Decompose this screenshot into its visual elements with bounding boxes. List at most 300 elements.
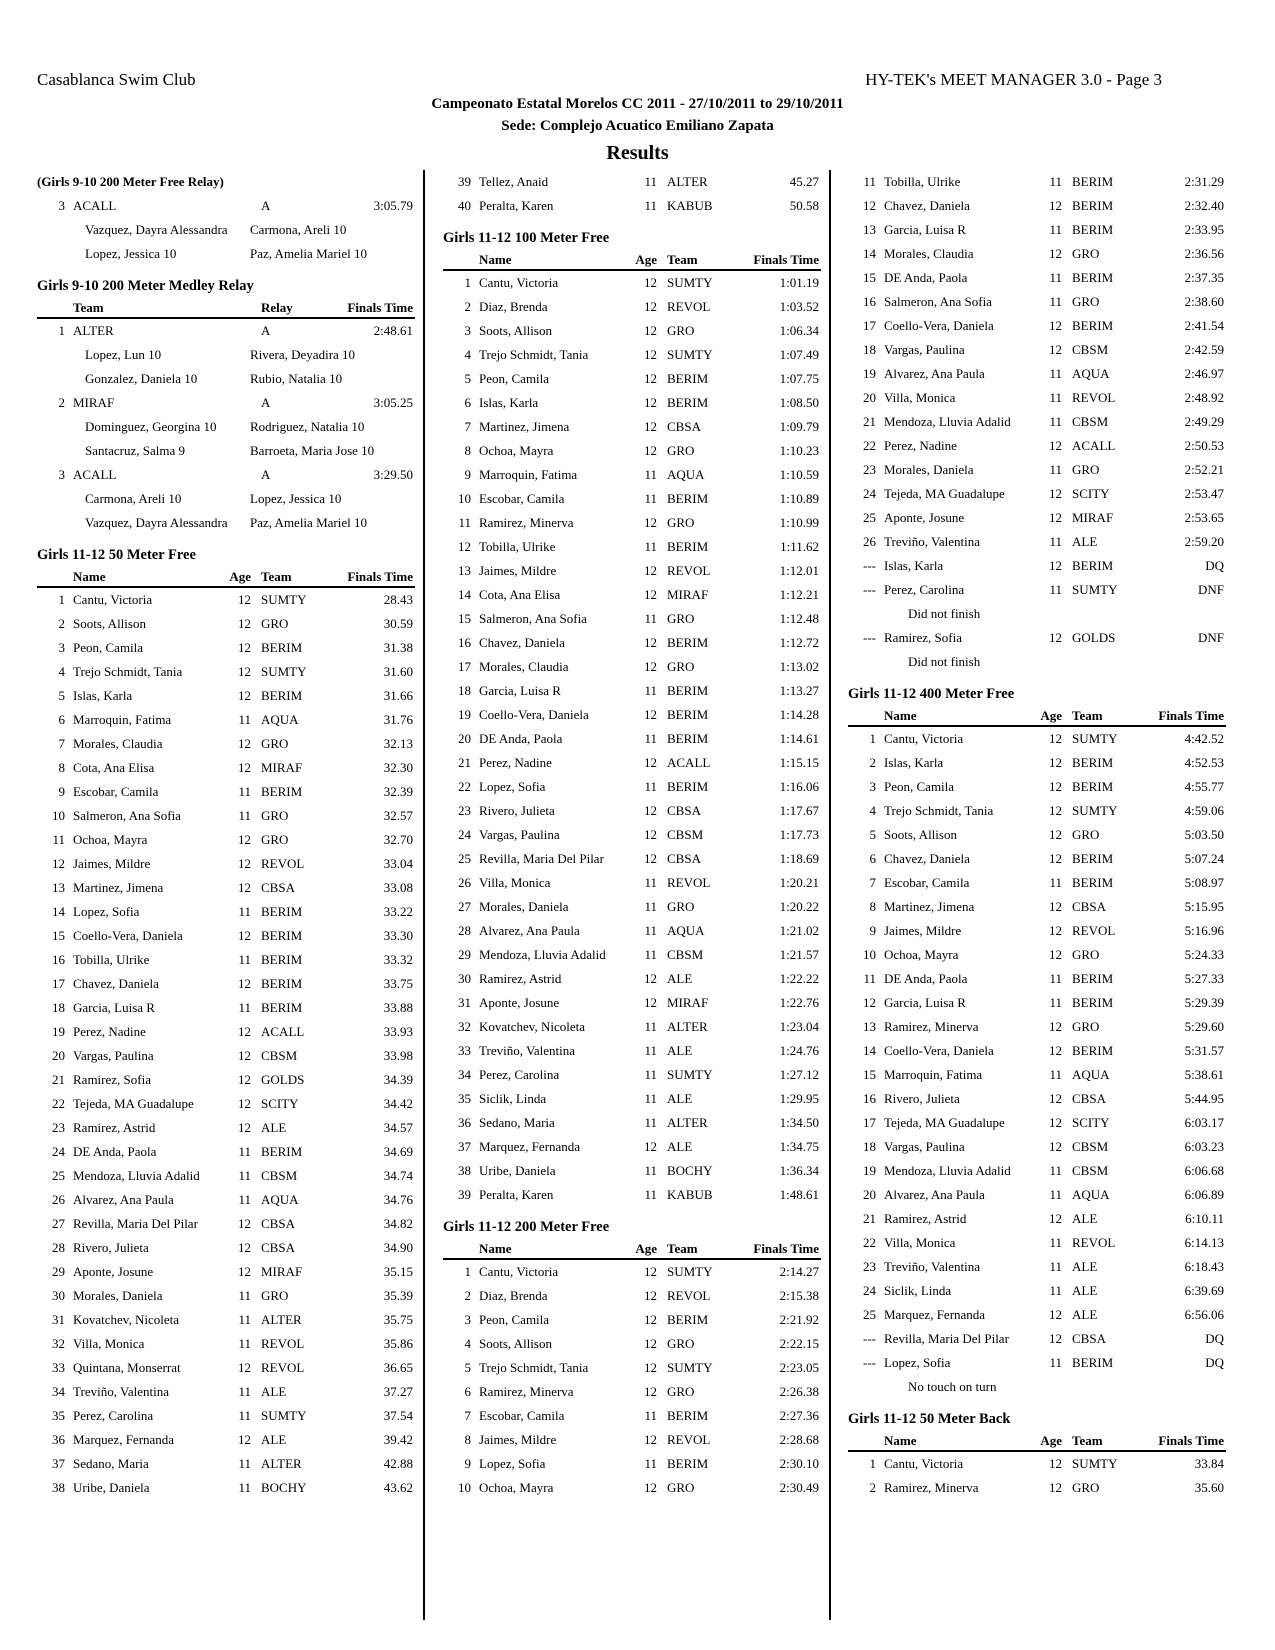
swimmer-name: Peralta, Karen <box>479 198 554 213</box>
team: CBSM <box>261 1048 298 1063</box>
team: BERIM <box>261 688 303 703</box>
finals-time: 1:01.19 <box>779 275 819 290</box>
swimmer-name: Chavez, Daniela <box>479 635 565 650</box>
swimmer-name: Perez, Carolina <box>73 1408 154 1423</box>
age: 11 <box>1049 995 1062 1010</box>
age: 12 <box>644 419 657 434</box>
place: 8 <box>464 1432 471 1447</box>
relay-swimmer: Lopez, Jessica 10 <box>250 491 342 506</box>
finals-time: 2:30.10 <box>779 1456 819 1471</box>
result-row <box>37 1476 415 1500</box>
header-place <box>37 567 73 586</box>
header-name: Name <box>479 252 512 267</box>
place: 26 <box>52 1192 65 1207</box>
swimmer-name: Cantu, Victoria <box>884 1456 964 1471</box>
swimmer-name: Garcia, Luisa R <box>884 222 966 237</box>
team: MIRAF <box>667 587 709 602</box>
team: MIRAF <box>667 995 709 1010</box>
swimmer-name: Marroquin, Fatima <box>479 467 578 482</box>
place: 37 <box>52 1456 65 1471</box>
age: 11 <box>238 1456 251 1471</box>
result-row <box>37 1452 415 1476</box>
finals-time: 2:14.27 <box>779 1264 819 1279</box>
place: 31 <box>52 1312 65 1327</box>
place: 40 <box>458 198 471 213</box>
finals-time: 1:07.49 <box>779 347 819 362</box>
result-note: Did not finish <box>908 606 981 621</box>
place: 4 <box>464 347 471 362</box>
place: 16 <box>52 952 65 967</box>
team: ALE <box>667 1091 693 1106</box>
swimmer-name: Lopez, Sofia <box>884 1355 951 1370</box>
swimmer-name: Alvarez, Ana Paula <box>73 1192 174 1207</box>
result-row <box>848 1231 1226 1255</box>
team: MIRAF <box>1072 510 1114 525</box>
team: BERIM <box>261 928 303 943</box>
header-finals-time: Finals Time <box>753 252 819 267</box>
place: 37 <box>458 1139 471 1154</box>
relay-team: ACALL <box>73 198 117 213</box>
team: SUMTY <box>1072 803 1118 818</box>
swimmer-name: Marroquin, Fatima <box>73 712 172 727</box>
finals-time: 34.42 <box>383 1096 413 1111</box>
place: 8 <box>869 899 876 914</box>
swimmer-name: Coello-Vera, Daniela <box>884 318 994 333</box>
swimmer-name: Diaz, Brenda <box>479 1288 548 1303</box>
finals-time: 5:31.57 <box>1184 1043 1224 1058</box>
finals-time: 1:14.61 <box>779 731 819 746</box>
team: BERIM <box>667 491 709 506</box>
finals-time: 42.88 <box>383 1456 413 1471</box>
header-name: Name <box>73 569 106 584</box>
place: 11 <box>863 174 876 189</box>
swimmer-name: Ochoa, Mayra <box>73 832 148 847</box>
place: 14 <box>458 587 471 602</box>
table-header <box>443 250 821 271</box>
place: 28 <box>458 923 471 938</box>
team: REVOL <box>1072 390 1116 405</box>
result-row <box>443 1087 821 1111</box>
result-row <box>848 314 1226 338</box>
swimmer-name: Soots, Allison <box>884 827 957 842</box>
team: REVOL <box>261 856 305 871</box>
age: 11 <box>238 1408 251 1423</box>
result-row <box>37 708 415 732</box>
place: 12 <box>863 995 876 1010</box>
swimmer-name: Ramirez, Astrid <box>479 971 562 986</box>
team: BERIM <box>261 1144 303 1159</box>
team: REVOL <box>667 563 711 578</box>
swimmer-name: Tejeda, MA Guadalupe <box>884 1115 1005 1130</box>
swimmer-name: Coello-Vera, Daniela <box>884 1043 994 1058</box>
age: 12 <box>238 736 251 751</box>
finals-time: DQ <box>1205 558 1224 573</box>
place: 26 <box>458 875 471 890</box>
result-row <box>443 170 821 194</box>
swimmer-name: Ramirez, Minerva <box>884 1019 979 1034</box>
team: GRO <box>1072 246 1100 261</box>
result-row <box>443 391 821 415</box>
finals-time: 5:08.97 <box>1184 875 1224 890</box>
team: REVOL <box>261 1360 305 1375</box>
team: BERIM <box>1072 174 1114 189</box>
team: BERIM <box>667 635 709 650</box>
swimmer-name: Kovatchev, Nicoleta <box>73 1312 179 1327</box>
age: 11 <box>644 467 657 482</box>
result-row <box>848 530 1226 554</box>
result-row <box>37 684 415 708</box>
age: 12 <box>1049 755 1062 770</box>
age: 11 <box>238 784 251 799</box>
finals-time: 2:33.95 <box>1184 222 1224 237</box>
finals-time: DNF <box>1197 582 1224 597</box>
place: 14 <box>52 904 65 919</box>
place: 4 <box>869 803 876 818</box>
result-row <box>848 1063 1226 1087</box>
age: 11 <box>1049 1235 1062 1250</box>
place: 15 <box>458 611 471 626</box>
age: 11 <box>238 952 251 967</box>
finals-time: 6:10.11 <box>1185 1211 1224 1226</box>
place: 16 <box>863 294 876 309</box>
result-row <box>443 1428 821 1452</box>
finals-time: 3:05.79 <box>373 198 413 213</box>
finals-time: 5:15.95 <box>1184 899 1224 914</box>
event-title: Girls 11-12 50 Meter Free <box>37 547 196 563</box>
age: 11 <box>1049 1259 1062 1274</box>
result-row <box>37 1380 415 1404</box>
section-title: Results <box>606 142 669 164</box>
team: GRO <box>261 1288 289 1303</box>
finals-time: 5:27.33 <box>1184 971 1224 986</box>
finals-time: 2:48.61 <box>373 323 413 338</box>
swimmer-name: Morales, Daniela <box>479 899 569 914</box>
place: 19 <box>458 707 471 722</box>
result-row <box>848 386 1226 410</box>
finals-time: 43.62 <box>383 1480 413 1495</box>
place: 5 <box>464 371 471 386</box>
result-row <box>848 727 1226 751</box>
finals-time: 6:56.06 <box>1184 1307 1224 1322</box>
age: 12 <box>644 635 657 650</box>
finals-time: 1:10.59 <box>779 467 819 482</box>
swimmer-name: Ramirez, Sofia <box>73 1072 151 1087</box>
team: AQUA <box>261 712 299 727</box>
relay-team: ALTER <box>73 323 114 338</box>
team: BERIM <box>1072 779 1114 794</box>
age: 11 <box>644 1163 657 1178</box>
age: 12 <box>238 880 251 895</box>
team: BOCHY <box>261 1480 307 1495</box>
result-row <box>443 679 821 703</box>
result-row <box>37 1116 415 1140</box>
swimmer-name: Alvarez, Ana Paula <box>884 366 985 381</box>
result-row <box>848 1111 1226 1135</box>
place: 24 <box>458 827 471 842</box>
place: 4 <box>58 664 65 679</box>
software-page-label: HY-TEK's MEET MANAGER 3.0 - Page 3 <box>865 70 1162 89</box>
team: KABUB <box>667 198 713 213</box>
header-team: Team <box>261 569 292 584</box>
team: BERIM <box>1072 755 1114 770</box>
result-row <box>37 1092 415 1116</box>
swimmer-name: Perez, Carolina <box>884 582 965 597</box>
age: 12 <box>644 827 657 842</box>
finals-time: 1:27.12 <box>779 1067 819 1082</box>
swimmer-name: Islas, Karla <box>73 688 133 703</box>
team: AQUA <box>1072 366 1110 381</box>
finals-time: 1:11.62 <box>780 539 819 554</box>
result-row <box>37 732 415 756</box>
finals-time: 4:52.53 <box>1184 755 1224 770</box>
finals-time: 1:34.50 <box>779 1115 819 1130</box>
finals-time: 6:39.69 <box>1184 1283 1224 1298</box>
place: 21 <box>52 1072 65 1087</box>
team: SUMTY <box>261 664 307 679</box>
age: 11 <box>644 947 657 962</box>
team: GRO <box>1072 294 1100 309</box>
result-row <box>848 506 1226 530</box>
swimmer-name: Revilla, Maria Del Pilar <box>884 1331 1009 1346</box>
age: 12 <box>1049 246 1062 261</box>
place: 39 <box>458 174 471 189</box>
team: BERIM <box>1072 1355 1114 1370</box>
finals-time: 5:29.60 <box>1184 1019 1224 1034</box>
age: 12 <box>1049 558 1062 573</box>
team: BERIM <box>667 683 709 698</box>
result-row <box>37 1236 415 1260</box>
swimmer-name: Uribe, Daniela <box>479 1163 556 1178</box>
place: 35 <box>52 1408 65 1423</box>
finals-time: 2:53.47 <box>1184 486 1224 501</box>
finals-time: 2:59.20 <box>1184 534 1224 549</box>
team: REVOL <box>1072 923 1116 938</box>
place: 32 <box>52 1336 65 1351</box>
place: 13 <box>863 222 876 237</box>
finals-time: 2:36.56 <box>1184 246 1224 261</box>
swimmer-name: Vargas, Paulina <box>884 1139 965 1154</box>
age: 12 <box>644 707 657 722</box>
swimmer-name: Revilla, Maria Del Pilar <box>479 851 604 866</box>
team: ALE <box>1072 1259 1098 1274</box>
place: 7 <box>869 875 876 890</box>
team: BERIM <box>1072 851 1114 866</box>
header-finals-time: Finals Time <box>1158 1433 1224 1448</box>
age: 12 <box>238 592 251 607</box>
age: 12 <box>644 347 657 362</box>
result-row <box>848 991 1226 1015</box>
team: GRO <box>667 1336 695 1351</box>
team: BERIM <box>667 707 709 722</box>
place: --- <box>863 1331 876 1346</box>
result-row <box>848 1087 1226 1111</box>
swimmer-name: Villa, Monica <box>884 390 956 405</box>
age: 12 <box>644 299 657 314</box>
relay-swimmer: Rodriguez, Natalia 10 <box>250 419 365 434</box>
age: 12 <box>644 1312 657 1327</box>
team: CBSA <box>261 1240 295 1255</box>
place: 36 <box>458 1115 471 1130</box>
team: CBSM <box>1072 414 1109 429</box>
result-row <box>443 799 821 823</box>
swimmer-name: Garcia, Luisa R <box>884 995 966 1010</box>
team: GRO <box>667 659 695 674</box>
age: 11 <box>238 1480 251 1495</box>
finals-time: 5:29.39 <box>1184 995 1224 1010</box>
team: CBSM <box>667 827 704 842</box>
team: AQUA <box>667 923 705 938</box>
age: 11 <box>644 1067 657 1082</box>
result-row <box>37 996 415 1020</box>
result-row <box>443 367 821 391</box>
result-row <box>443 487 821 511</box>
finals-time: 6:03.23 <box>1184 1139 1224 1154</box>
swimmer-name: Siclik, Linda <box>884 1283 952 1298</box>
finals-time: 33.88 <box>383 1000 413 1015</box>
finals-time: 1:29.95 <box>779 1091 819 1106</box>
header-finals-time: Finals Time <box>347 300 413 315</box>
relay-swimmers <box>37 439 415 463</box>
result-row <box>848 847 1226 871</box>
result-row <box>443 1159 821 1183</box>
age: 12 <box>644 851 657 866</box>
age: 12 <box>1049 731 1062 746</box>
result-row <box>443 1332 821 1356</box>
place: 12 <box>458 539 471 554</box>
age: 11 <box>238 712 251 727</box>
result-row <box>37 1404 415 1428</box>
swimmer-name: Diaz, Brenda <box>479 299 548 314</box>
age: 12 <box>238 1216 251 1231</box>
swimmer-name: Ramirez, Astrid <box>884 1211 967 1226</box>
swimmer-name: Rivero, Julieta <box>884 1091 960 1106</box>
age: 11 <box>644 1456 657 1471</box>
swimmer-name: Trejo Schmidt, Tania <box>479 1360 589 1375</box>
age: 11 <box>238 1288 251 1303</box>
relay-swimmers <box>37 367 415 391</box>
finals-time: 1:12.21 <box>779 587 819 602</box>
result-row <box>443 295 821 319</box>
result-row <box>848 626 1226 650</box>
result-row <box>443 1356 821 1380</box>
finals-time: 35.60 <box>1194 1480 1224 1495</box>
relay-swimmer: Gonzalez, Daniela 10 <box>85 371 198 386</box>
result-row <box>37 876 415 900</box>
finals-time: 30.59 <box>383 616 413 631</box>
swimmer-name: Vargas, Paulina <box>479 827 560 842</box>
swimmer-name: Islas, Karla <box>884 755 944 770</box>
result-row <box>37 588 415 612</box>
swimmer-name: Escobar, Camila <box>73 784 159 799</box>
finals-time: 34.39 <box>383 1072 413 1087</box>
swimmer-name: Villa, Monica <box>479 875 551 890</box>
place: 11 <box>458 515 471 530</box>
finals-time: 31.60 <box>383 664 413 679</box>
finals-time: 36.65 <box>383 1360 413 1375</box>
relay-swimmer: Paz, Amelia Mariel 10 <box>250 246 367 261</box>
swimmer-name: Treviño, Valentina <box>884 1259 981 1274</box>
result-row <box>848 458 1226 482</box>
club-name: Casablanca Swim Club <box>37 70 196 89</box>
header-age: Age <box>635 252 657 267</box>
finals-time: 6:18.43 <box>1184 1259 1224 1274</box>
result-row <box>37 1164 415 1188</box>
finals-time: 1:10.99 <box>779 515 819 530</box>
place: 1 <box>58 592 65 607</box>
result-row <box>443 823 821 847</box>
age: 12 <box>1049 630 1062 645</box>
finals-time: 35.39 <box>383 1288 413 1303</box>
place: 22 <box>863 1235 876 1250</box>
team: AQUA <box>1072 1067 1110 1082</box>
result-row <box>443 751 821 775</box>
result-row <box>848 434 1226 458</box>
place: 13 <box>52 880 65 895</box>
place: --- <box>863 630 876 645</box>
swimmer-name: Lopez, Sofia <box>479 1456 546 1471</box>
result-row <box>443 1015 821 1039</box>
header-team: Team <box>1072 1433 1103 1448</box>
age: 11 <box>1049 582 1062 597</box>
finals-time: 3:29.50 <box>373 467 413 482</box>
age: 12 <box>1049 1091 1062 1106</box>
result-row <box>848 919 1226 943</box>
place: 2 <box>464 299 471 314</box>
age: 12 <box>644 371 657 386</box>
finals-time: 1:23.04 <box>779 1019 819 1034</box>
result-row <box>848 1135 1226 1159</box>
swimmer-name: Uribe, Daniela <box>73 1480 150 1495</box>
result-row <box>848 1039 1226 1063</box>
swimmer-name: Martinez, Jimena <box>884 899 975 914</box>
header-place <box>848 1431 884 1450</box>
age: 11 <box>238 1168 251 1183</box>
team: BERIM <box>667 1456 709 1471</box>
result-row <box>848 1279 1226 1303</box>
finals-time: 33.08 <box>383 880 413 895</box>
result-row <box>443 871 821 895</box>
relay-row <box>37 391 415 415</box>
place: 30 <box>458 971 471 986</box>
finals-time: 1:17.73 <box>779 827 819 842</box>
swimmer-name: Chavez, Daniela <box>884 198 970 213</box>
finals-time: 1:12.01 <box>779 563 819 578</box>
finals-time: 2:30.49 <box>779 1480 819 1495</box>
finals-time: 2:38.60 <box>1184 294 1224 309</box>
team: CBSA <box>667 419 701 434</box>
result-row <box>443 1476 821 1500</box>
team: SUMTY <box>667 1360 713 1375</box>
age: 11 <box>1049 1283 1062 1298</box>
result-row <box>443 439 821 463</box>
age: 12 <box>238 1264 251 1279</box>
relay-row <box>37 463 415 487</box>
result-row <box>443 1260 821 1284</box>
swimmer-name: Salmeron, Ana Sofia <box>73 808 181 823</box>
swimmer-name: Marquez, Fernanda <box>884 1307 986 1322</box>
team: REVOL <box>667 1288 711 1303</box>
place: 19 <box>863 1163 876 1178</box>
result-row <box>37 780 415 804</box>
swimmer-name: Ochoa, Mayra <box>884 947 959 962</box>
swimmer-name: Vargas, Paulina <box>884 342 965 357</box>
age: 12 <box>644 803 657 818</box>
age: 11 <box>1049 390 1062 405</box>
relay-swimmer: Lopez, Lun 10 <box>85 347 162 362</box>
result-row <box>443 847 821 871</box>
team: BERIM <box>667 731 709 746</box>
age: 11 <box>644 875 657 890</box>
